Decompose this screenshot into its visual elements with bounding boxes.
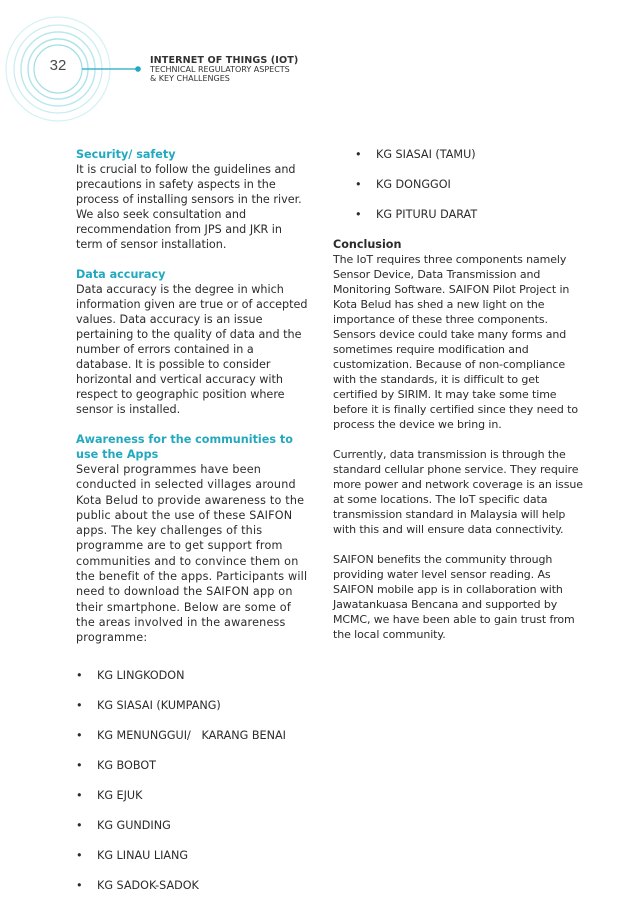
- list-item: • KG GUNDING: [76, 818, 308, 848]
- left-column: [76, 147, 308, 908]
- security-heading: Security/ safety: [76, 148, 176, 161]
- list-item: • KG EJUK: [76, 788, 308, 818]
- header-title: INTERNET OF THINGS (IOT): [150, 55, 299, 66]
- right-column: [333, 147, 583, 642]
- conclusion-paragraph-3: SAIFON benefits the community through providing water level sensor reading. As SAIFON mobile app is in collaboration with Jawatankuasa Bencana and supported by MCMC, we have been able to gain trust from the local community.: [333, 553, 575, 641]
- list-item: • KG LINGKODON: [76, 668, 308, 698]
- village-list-right: [355, 147, 583, 237]
- accuracy-heading: Data accuracy: [76, 268, 166, 281]
- list-item: • KG SADOK-SADOK: [76, 878, 308, 908]
- list-item: • KG PITURU DARAT: [355, 207, 583, 237]
- list-item: • KG SIASAI (TAMU): [355, 147, 583, 177]
- header-subtitle-line1: TECHNICAL REGULATORY ASPECTS: [150, 65, 290, 74]
- conclusion-paragraph-2: Currently, data transmission is through the standard cellular phone service. They require more power and network coverage is an issue at some locations. The IoT specific data transmission standard in Malaysia will help with this and will ensure data connectivity.: [333, 448, 583, 536]
- running-header: [150, 56, 298, 83]
- list-item: • KG BOBOT: [76, 758, 308, 788]
- awareness-heading: Awareness for the communities to use the Apps: [76, 433, 293, 461]
- conclusion-heading: Conclusion: [333, 238, 402, 251]
- list-item: • KG MENUNGGUI/ KARANG BENAI: [76, 728, 308, 758]
- list-item: • KG LINAU LIANG: [76, 848, 308, 878]
- accuracy-text: Data accuracy is the degree in which information given are true or of accepted values. Data accuracy is an issue pertaining to the quality of data and the number of errors contained in a database. It is possible to consider horizontal and vertical accuracy with respect to geographic position where sensor is installed.: [76, 283, 308, 416]
- page-number: 32: [49, 57, 67, 74]
- awareness-text: Several programmes have been conducted in selected villages around Kota Belud to provide awareness to the public about the use of these SAIFON apps. The key challenges of this programme are to get support from communities and to convince them on the benefit of the apps. Participants will need to download the SAIFON app on their smartphone. Below are some of the areas involved in the awareness programme:: [76, 463, 308, 645]
- list-item: • KG DONGGOI: [355, 177, 583, 207]
- security-text: It is crucial to follow the guidelines and precautions in safety aspects in the process of installing sensors in the river. We also seek consultation and recommendation from JPS and JKR in term of sensor installation.: [76, 163, 302, 251]
- list-item: • KG SIASAI (KUMPANG): [76, 698, 308, 728]
- header-subtitle-line2: & KEY CHALLENGES: [150, 74, 230, 83]
- conclusion-paragraph-1: The IoT requires three components namely Sensor Device, Data Transmission and Monitoring Software. SAIFON Pilot Project in Kota Belud has shed a new light on the importance of these three components. Sensors device could take many forms and sometimes require modification and customization. Because of non-compliance with the standards, it is difficult to get certified by SIRIM. It may take some time before it is finally certified since they need to process the device we bring in.: [333, 253, 578, 431]
- village-list-left: [76, 668, 308, 908]
- conclusion-section: [333, 237, 583, 642]
